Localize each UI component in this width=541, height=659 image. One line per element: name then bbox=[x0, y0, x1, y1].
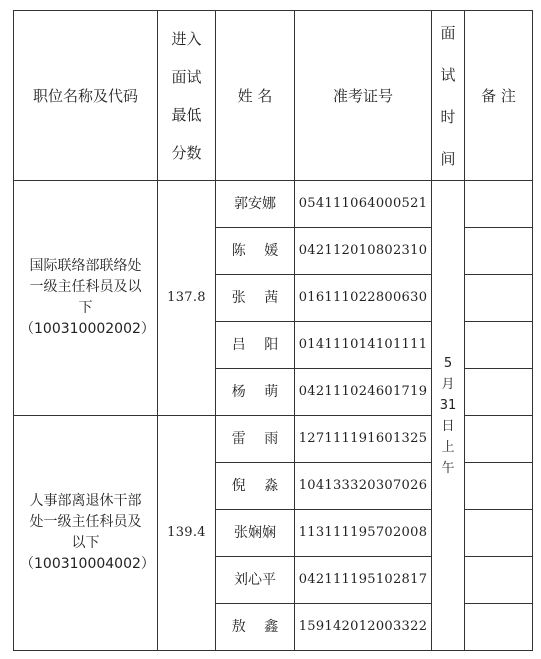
header-name: 姓 名 bbox=[216, 11, 295, 181]
header-row bbox=[14, 11, 533, 181]
ticket-number: 127111191601325 bbox=[295, 416, 432, 463]
ticket-number: 014111014101111 bbox=[295, 322, 432, 369]
ticket-number: 113111195702008 bbox=[295, 510, 432, 557]
min-score-cell: 139.4 bbox=[158, 416, 216, 651]
candidate-name: 吕 阳 bbox=[216, 322, 295, 369]
header-interview-time: 面 试 时 间 bbox=[432, 11, 465, 181]
ticket-number: 042112010802310 bbox=[295, 228, 432, 275]
candidate-name: 杨 萌 bbox=[216, 369, 295, 416]
interview-list-table bbox=[13, 10, 533, 651]
remark-cell bbox=[465, 557, 533, 604]
ticket-number: 159142012003322 bbox=[295, 604, 432, 651]
remark-cell bbox=[465, 369, 533, 416]
header-position: 职位名称及代码 bbox=[14, 11, 158, 181]
min-score-cell: 137.8 bbox=[158, 181, 216, 416]
ticket-number: 054111064000521 bbox=[295, 181, 432, 228]
remark-cell bbox=[465, 181, 533, 228]
header-remark: 备 注 bbox=[465, 11, 533, 181]
table-row bbox=[14, 181, 533, 228]
remark-cell bbox=[465, 604, 533, 651]
candidate-name: 陈 媛 bbox=[216, 228, 295, 275]
interview-time-cell: 5 月 31 日 上 午 bbox=[432, 181, 465, 651]
candidate-name: 张娴娴 bbox=[216, 510, 295, 557]
position-cell: 国际联络部联络处 一级主任科员及以 下 （100310002002） bbox=[14, 181, 158, 416]
candidate-name: 倪 淼 bbox=[216, 463, 295, 510]
candidate-name: 张 茜 bbox=[216, 275, 295, 322]
remark-cell bbox=[465, 228, 533, 275]
header-ticket: 准考证号 bbox=[295, 11, 432, 181]
ticket-number: 104133320307026 bbox=[295, 463, 432, 510]
candidate-name: 刘心平 bbox=[216, 557, 295, 604]
candidate-name: 郭安娜 bbox=[216, 181, 295, 228]
position-cell: 人事部离退休干部 处一级主任科员及 以下 （100310004002） bbox=[14, 416, 158, 651]
remark-cell bbox=[465, 463, 533, 510]
candidate-name: 雷 雨 bbox=[216, 416, 295, 463]
remark-cell bbox=[465, 416, 533, 463]
remark-cell bbox=[465, 275, 533, 322]
remark-cell bbox=[465, 510, 533, 557]
header-min-score: 进入 面试 最低 分数 bbox=[158, 11, 216, 181]
remark-cell bbox=[465, 322, 533, 369]
ticket-number: 016111022800630 bbox=[295, 275, 432, 322]
ticket-number: 042111195102817 bbox=[295, 557, 432, 604]
ticket-number: 042111024601719 bbox=[295, 369, 432, 416]
candidate-name: 敖 鑫 bbox=[216, 604, 295, 651]
